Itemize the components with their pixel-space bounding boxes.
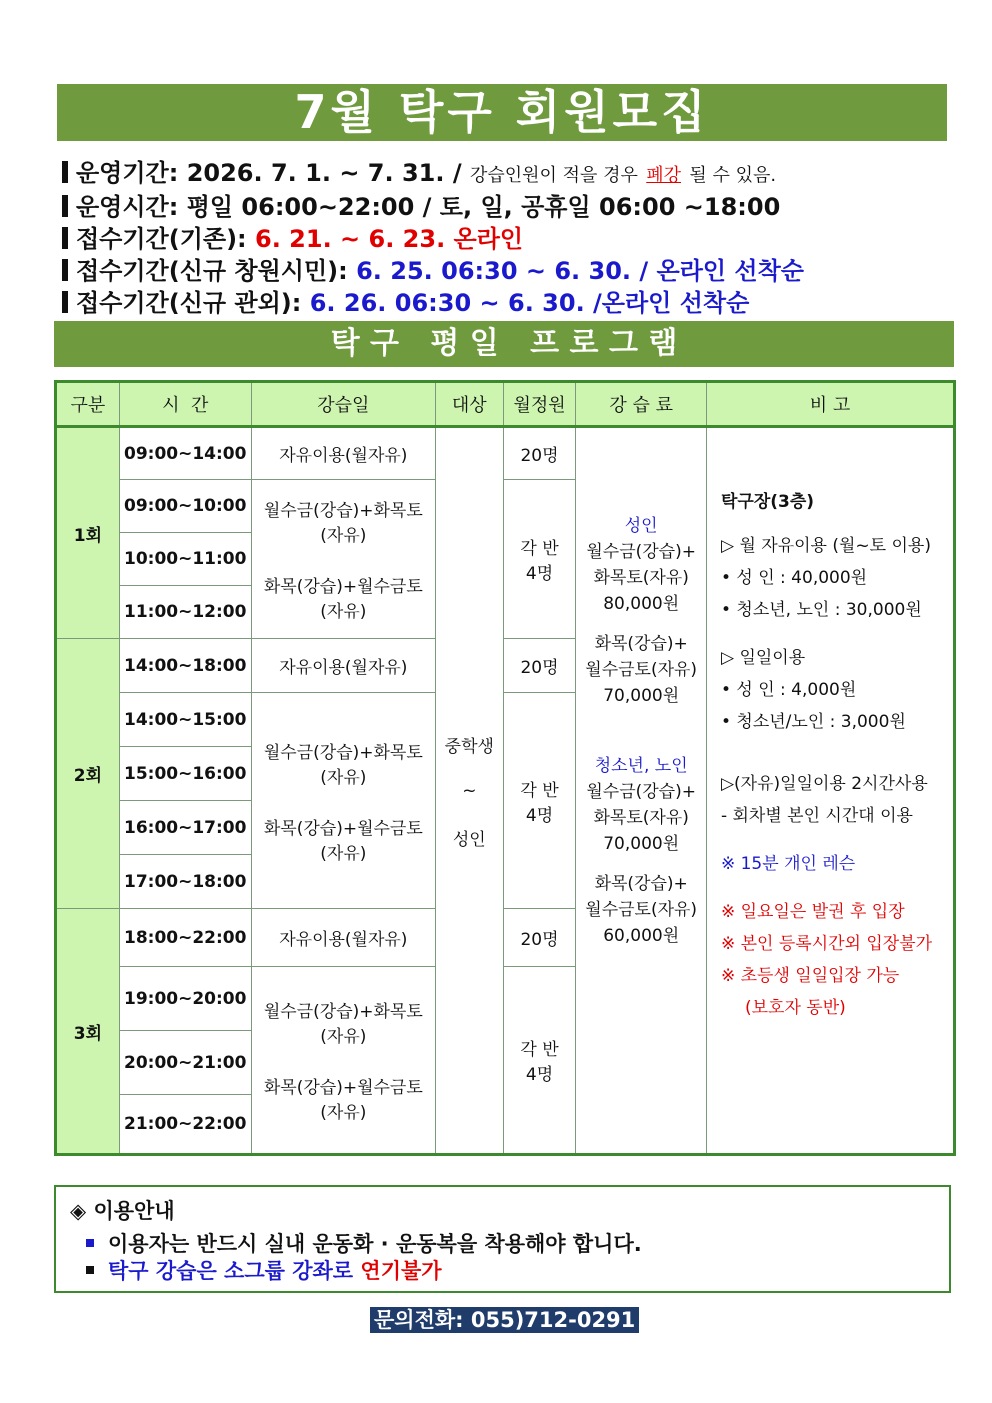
lesson-cell: 자유이용(월자유) [251,909,435,967]
group-label: 3회 [56,909,120,1155]
capacity-line: 4명 [525,1065,554,1085]
note-line: ▷ 월 자유이용 (월~토 이용) [720,536,931,556]
group-label: 2회 [56,639,120,909]
period-note: 강습인원이 적을 경우 [469,165,638,186]
capacity-line: 각 반 [520,1040,559,1060]
lesson-cell: 자유이용(월자유) [251,639,435,693]
lesson-cell [251,693,435,909]
lesson-line: 월수금(강습)+화목토(자유) [263,1002,423,1047]
info-reg-new-city [62,251,804,286]
target-line: 중학생 [444,736,494,757]
capacity-line: 각 반 [520,539,559,559]
target-cell [435,427,503,1155]
lesson-line: 화목(강습)+월수금토(자유) [263,577,423,622]
bullet-bar [62,291,68,313]
bullet-square-icon [86,1239,94,1247]
guide-text-red: 연기불가 [360,1259,442,1283]
reg1-label: 접수기간(기존): [76,225,247,253]
lesson-cell: 자유이용(월자유) [251,427,435,480]
fee-line: 화목(강습)+ [594,873,688,894]
note-cell [706,427,954,1155]
capacity-cell [503,693,576,909]
note-line: ▷ 일일이용 [720,648,806,668]
lesson-line: 월수금(강습)+화목토(자유) [263,501,423,546]
period-value: 2026. 7. 1. ~ 7. 31. / [186,159,462,187]
capacity-line: 4명 [525,805,554,826]
fee-line: 80,000원 [603,593,680,614]
period-note-cancel: 폐강 [646,165,682,186]
info-reg-existing [62,219,523,254]
table-row [56,427,955,480]
capacity-cell: 20명 [503,909,576,967]
note-line: (보호자 동반) [744,998,846,1018]
capacity-cell: 20명 [503,427,576,480]
guide-line-1 [86,1228,642,1258]
guide-text: 탁구 강습은 소그룹 강좌로 [108,1259,354,1283]
period-note-end: 될 수 있음. [689,165,777,186]
time-cell: 19:00~20:00 [119,967,251,1031]
reg2-label: 접수기간(신규 창원시민): [76,257,348,285]
period-label: 운영기간: [76,159,179,187]
target-line: 성인 [452,829,486,850]
fee-line: 70,000원 [603,833,680,854]
reg1-value: 6. 21. ~ 6. 23. 온라인 [255,225,524,253]
fee-line: 화목(강습)+ [594,633,688,654]
note-line: ※ 본인 등록시간외 입장불가 [720,934,933,954]
time-cell: 18:00~22:00 [119,909,251,967]
time-cell: 14:00~18:00 [119,639,251,693]
time-cell: 15:00~16:00 [119,747,251,801]
contact-phone: 문의전화: 055)712-0291 [370,1307,639,1333]
time-cell: 09:00~14:00 [119,427,251,480]
time-cell: 11:00~12:00 [119,586,251,639]
note-line: ※ 15분 개인 레슨 [720,854,856,874]
fee-line: 70,000원 [603,685,680,706]
bullet-bar [62,259,68,281]
lesson-line: 화목(강습)+월수금토(자유) [263,1078,423,1123]
info-hours [62,187,780,222]
lesson-line: 월수금(강습)+화목토(자유) [263,742,423,788]
header-target: 대상 [435,382,503,427]
time-cell: 09:00~10:00 [119,480,251,533]
fee-line: 화목토(자유) [593,567,689,588]
lesson-line: 화목(강습)+월수금토(자유) [263,818,423,864]
fee-line: 월수금(강습)+ [586,781,696,802]
bullet-bar [62,195,68,217]
time-cell: 14:00~15:00 [119,693,251,747]
note-line: ▷(자유)일일이용 2시간사용 [720,774,928,794]
fee-adult-label: 성인 [624,515,658,536]
bullet-bar [62,161,68,183]
hours-label: 운영시간: [76,193,179,221]
bullet-bar [62,227,68,249]
lesson-cell [251,480,435,639]
program-title: 탁 구 평 일 프 로 그 램 [54,321,954,367]
note-line: ※ 초등생 일일입장 가능 [720,966,900,986]
time-cell: 10:00~11:00 [119,533,251,586]
note-line: • 성 인 : 40,000원 [720,568,868,588]
note-line: 탁구장(3층) [720,492,815,512]
note-line: ※ 일요일은 발권 후 입장 [720,902,905,922]
reg3-value: 6. 26. 06:30 ~ 6. 30. /온라인 선착순 [309,289,750,317]
fee-line: 월수금토(자유) [585,899,698,920]
time-cell: 17:00~18:00 [119,855,251,909]
note-line: • 청소년, 노인 : 30,000원 [720,600,922,620]
guide-line-2 [86,1255,442,1285]
fee-youth-label: 청소년, 노인 [594,755,688,776]
header-time: 시 간 [119,382,251,427]
capacity-line: 각 반 [520,780,559,801]
reg2-value: 6. 25. 06:30 ~ 6. 30. / 온라인 선착순 [356,257,804,285]
header-note: 비 고 [706,382,954,427]
capacity-cell [503,967,576,1155]
info-period [62,153,776,188]
header-fee: 강 습 료 [576,382,707,427]
fee-line: 60,000원 [603,925,680,946]
group-label: 1회 [56,427,120,639]
note-line: - 회차별 본인 시간대 이용 [720,806,913,826]
hours-value: 평일 06:00~22:00 / 토, 일, 공휴일 06:00 ~18:00 [186,193,781,221]
time-cell: 20:00~21:00 [119,1031,251,1095]
capacity-cell: 20명 [503,639,576,693]
schedule-table [54,380,956,1156]
fee-line: 월수금토(자유) [585,659,698,680]
reg3-label: 접수기간(신규 관외): [76,289,302,317]
fee-cell [576,427,707,1155]
guide-text: 이용자는 반드시 실내 운동화 · 운동복을 착용해야 합니다. [108,1232,642,1256]
fee-line: 월수금(강습)+ [586,541,696,562]
table-header-row [56,382,955,427]
time-cell: 21:00~22:00 [119,1095,251,1155]
header-capacity: 월정원 [503,382,576,427]
page-title: 7월 탁구 회원모집 [57,84,947,141]
note-line: • 청소년/노인 : 3,000원 [720,712,906,732]
guide-heading: ◈ 이용안내 [70,1199,175,1223]
bullet-square-icon [86,1266,94,1274]
lesson-cell [251,967,435,1155]
info-reg-new-outside [62,283,749,318]
usage-guide [54,1185,951,1293]
header-lesson-days: 강습일 [251,382,435,427]
fee-line: 화목토(자유) [593,807,689,828]
target-line: ~ [462,780,477,801]
time-cell: 16:00~17:00 [119,801,251,855]
header-group: 구분 [56,382,120,427]
capacity-line: 4명 [525,564,554,584]
capacity-cell [503,480,576,639]
note-line: • 성 인 : 4,000원 [720,680,857,700]
